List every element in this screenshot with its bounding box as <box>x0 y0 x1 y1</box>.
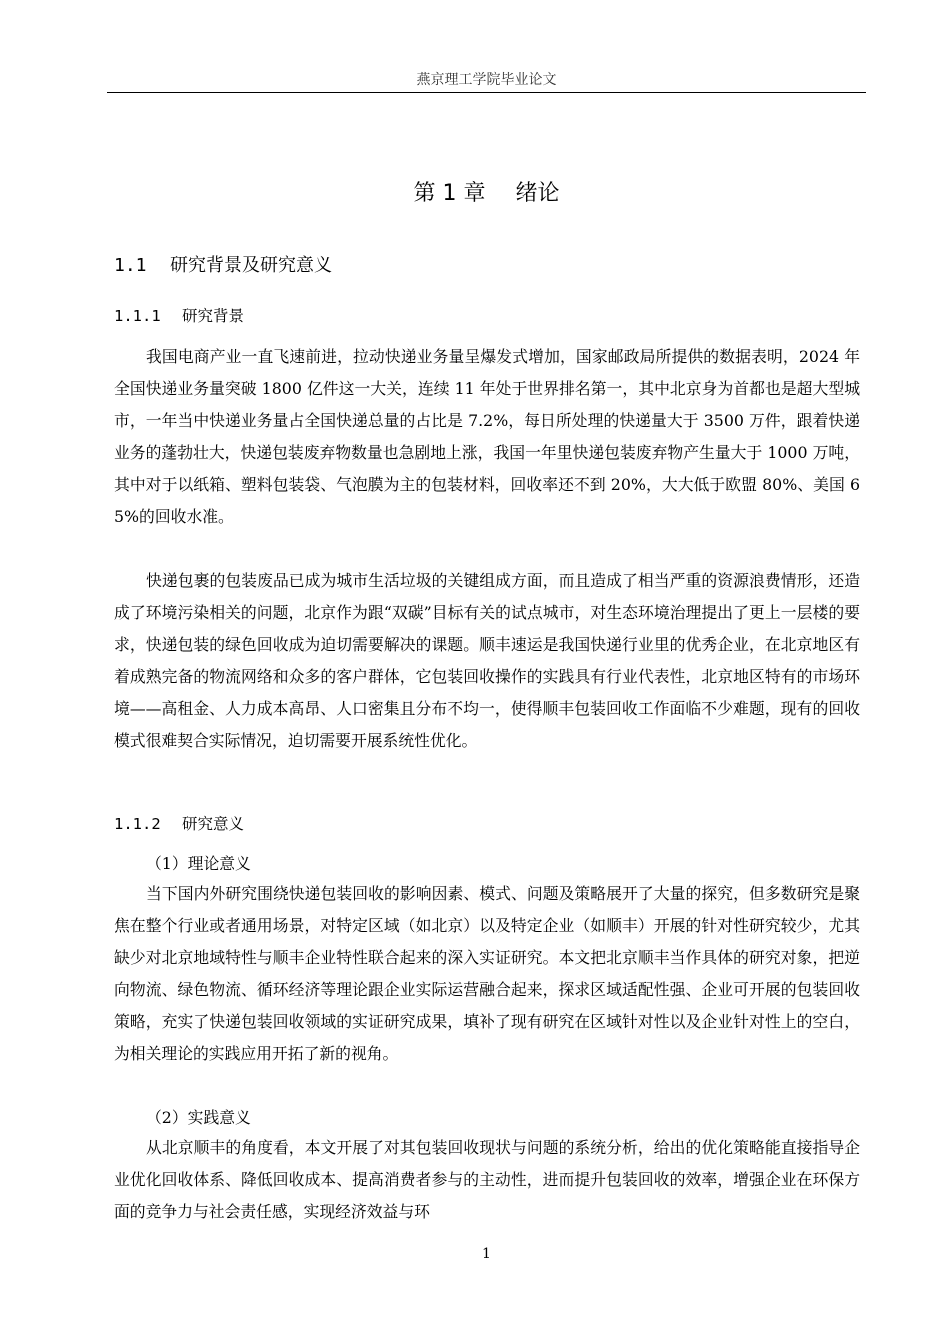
background-paragraph-2: 快递包裹的包装废品已成为城市生活垃圾的关键组成方面，而且造成了相当严重的资源浪费情形，还造成了环境污染相关的问题，北京作为跟“双碳”目标有关的试点城市，对生态环境治理提出了更上一层楼的要求，快递包装的绿色回收成为迫切需要解决的课题。顺丰速运是我国快递行业里的优秀企业，在北京地区有着成熟完备的物流网络和众多的客户群体，它包装回收操作的实践具有行业代表性，北京地区特有的市场环境——高租金、人力成本高昂、人口密集且分布不均一，使得顺丰包装回收工作面临不少难题，现有的回收模式很难契合实际情况，迫切需要开展系统性优化。 <box>114 571 860 750</box>
section-heading-1-1 <box>114 253 332 279</box>
section-number: 1.1 <box>114 255 147 276</box>
section-title: 研究意义 <box>182 815 245 833</box>
chapter-title <box>107 178 866 210</box>
section-number: 1.1.1 <box>114 307 161 325</box>
section-heading-1-1-1 <box>114 304 244 328</box>
practice-significance-paragraph: 从北京顺丰的角度看，本文开展了对其包装回收现状与问题的系统分析，给出的优化策略能直接指导企业优化回收体系、降低回收成本、提高消费者参与的主动性，进而提升包装回收的效率，增强企业在环保方面的竞争力与社会责任感，实现经济效益与环 <box>114 1138 860 1221</box>
section-number: 1.1.2 <box>114 815 161 833</box>
theory-significance-paragraph: 当下国内外研究围绕快递包装回收的影响因素、模式、问题及策略展开了大量的探究，但多数研究是聚焦在整个行业或者通用场景，对特定区域（如北京）以及特定企业（如顺丰）开展的针对性研究较少，尤其缺少对北京地域特性与顺丰企业特性联合起来的深入实证研究。本文把北京顺丰当作具体的研究对象，把逆向物流、绿色物流、循环经济等理论跟企业实际运营融合起来，探求区域适配性强、企业可开展的包装回收策略，充实了快递包装回收领域的实证研究成果，填补了现有研究在区域针对性以及企业针对性上的空白，为相关理论的实践应用开拓了新的视角。 <box>114 884 860 1063</box>
theory-significance-label: （1）理论意义 <box>146 854 251 873</box>
page-header: 燕京理工学院毕业论文 <box>416 72 557 88</box>
background-paragraph-1: 我国电商产业一直飞速前进，拉动快递业务量呈爆发式增加，国家邮政局所提供的数据表明，2024 年全国快递业务量突破 1800 亿件这一大关，连续 11 年处于世界排名第一，其中北京身为首都也是超大型城市，一年当中快递业务量占全国快递总量的占比是 7.2%，每日所处理的快递量大于 3500 万件，跟着快递业务的蓬勃壮大，快递包装废弃物数量也急剧地上涨，我国一年里快递包装废弃物产生量大于 1000 万吨，其中对于以纸箱、塑料包装袋、气泡膜为主的包装材料，回收率还不到 20%，大大低于欧盟 80%、美国 65%的回收水准。 <box>114 347 860 526</box>
practice-significance-label: （2）实践意义 <box>146 1108 251 1127</box>
section-title: 研究背景及研究意义 <box>170 255 332 276</box>
header-divider <box>107 92 866 93</box>
section-heading-1-1-2 <box>114 812 244 836</box>
chapter-name: 绪论 <box>515 181 560 206</box>
page-number: 1 <box>482 1246 491 1262</box>
chapter-number: 第 1 章 <box>413 181 486 206</box>
section-title: 研究背景 <box>182 307 245 325</box>
